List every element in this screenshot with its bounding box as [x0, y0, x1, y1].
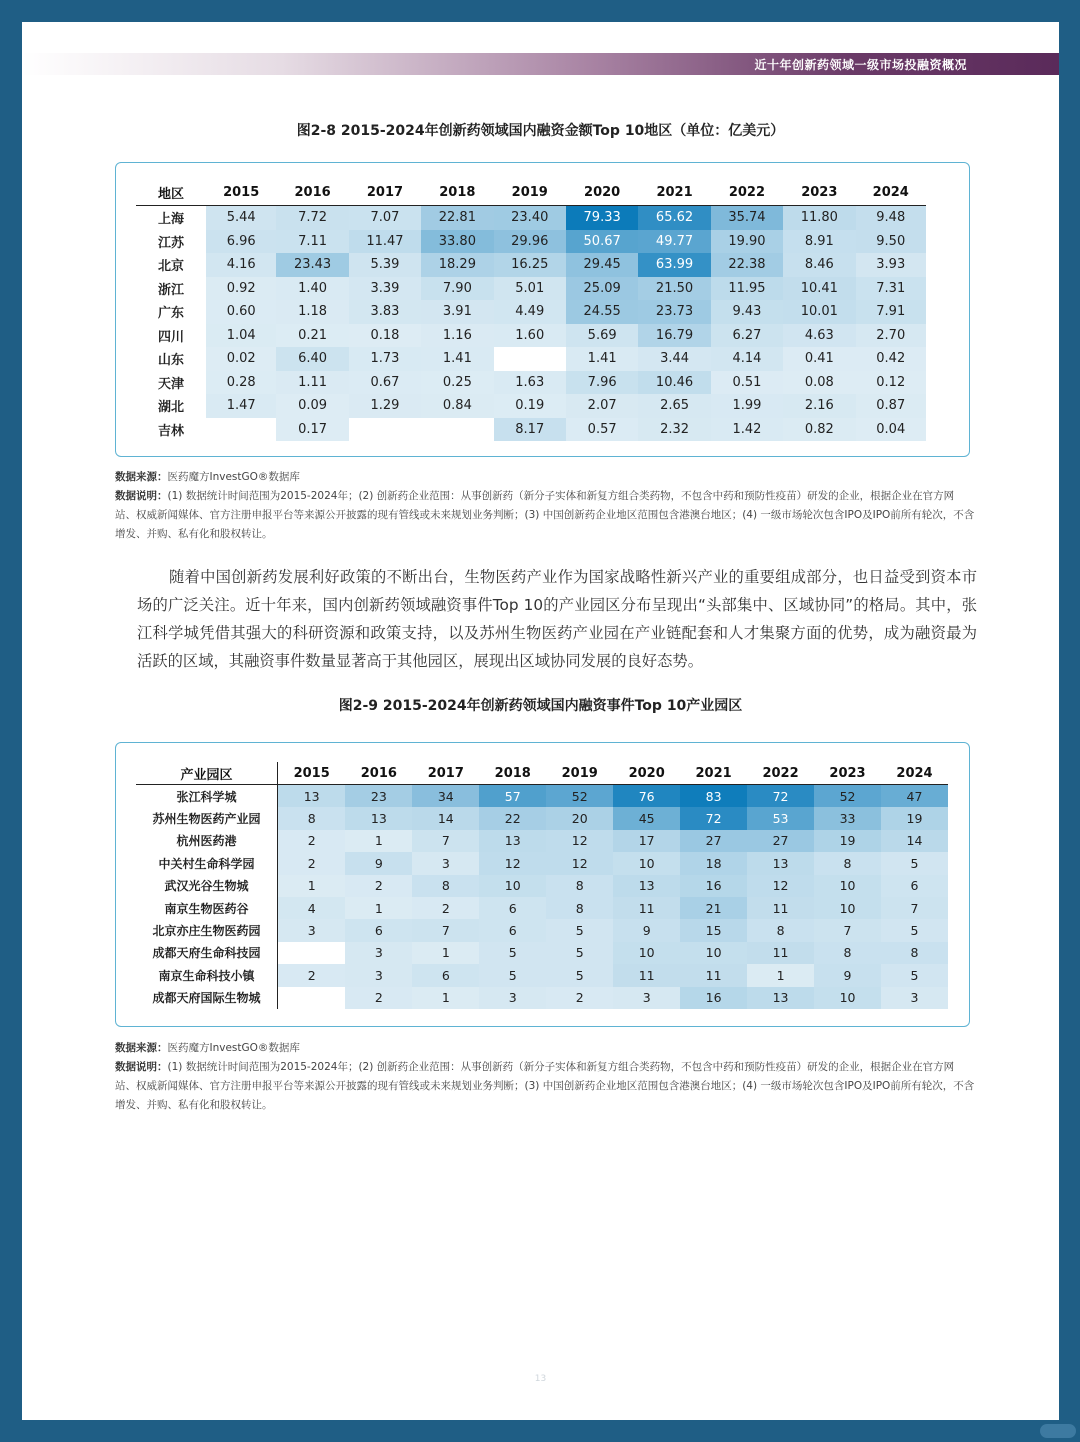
heat-cell — [349, 418, 421, 442]
heat-cell: 22.38 — [711, 253, 783, 277]
heat-cell: 1 — [345, 897, 412, 919]
heat-cell: 2 — [345, 987, 412, 1009]
heat-cell: 2 — [546, 987, 613, 1009]
figure1-notes — [115, 468, 975, 544]
park-events-heatmap — [136, 762, 948, 1009]
heat-cell: 0.25 — [421, 371, 493, 395]
row-label: 山东 — [157, 353, 184, 369]
heat-cell: 3.44 — [638, 347, 710, 371]
heat-cell: 11 — [613, 964, 680, 986]
year-header: 2018 — [421, 179, 493, 206]
year-header: 2015 — [278, 762, 346, 785]
heat-cell: 10 — [814, 875, 881, 897]
heat-cell: 57 — [479, 785, 546, 808]
row-label: 武汉光谷生物城 — [136, 875, 278, 897]
heat-cell: 2.16 — [783, 394, 855, 418]
section-banner — [22, 53, 1059, 75]
row-label: 苏州生物医药产业园 — [136, 807, 278, 829]
heat-cell: 6 — [412, 964, 479, 986]
heat-cell: 9.50 — [856, 230, 926, 254]
heat-cell: 8 — [546, 875, 613, 897]
heat-cell: 0.51 — [711, 371, 783, 395]
heat-cell: 1 — [345, 830, 412, 852]
row-label: 南京生物医药谷 — [136, 897, 278, 919]
heat-cell: 35.74 — [711, 206, 783, 230]
heat-cell: 13 — [747, 987, 814, 1009]
table-row — [136, 371, 926, 395]
row-label: 北京亦庄生物医药园 — [136, 919, 278, 941]
row-label: 南京生命科技小镇 — [136, 964, 278, 986]
heat-cell: 1 — [747, 964, 814, 986]
heat-cell: 5 — [881, 919, 948, 941]
heat-cell — [421, 418, 493, 442]
row-label: 成都天府国际生物城 — [136, 987, 278, 1009]
heat-cell: 1.11 — [276, 371, 348, 395]
row-label: 北京 — [157, 259, 184, 275]
heat-cell: 6.40 — [276, 347, 348, 371]
heat-cell — [278, 942, 346, 964]
heat-cell: 5 — [479, 964, 546, 986]
heat-cell: 7.11 — [276, 230, 348, 254]
heat-cell: 14 — [881, 830, 948, 852]
heat-cell — [278, 987, 346, 1009]
row-label: 成都天府生命科技园 — [136, 942, 278, 964]
heat-cell: 5 — [546, 942, 613, 964]
heat-cell: 4.16 — [206, 253, 276, 277]
heat-cell: 3.39 — [349, 277, 421, 301]
heat-cell: 4 — [278, 897, 346, 919]
heat-cell: 8.17 — [494, 418, 566, 442]
heat-cell: 5.01 — [494, 277, 566, 301]
heat-cell: 45 — [613, 807, 680, 829]
year-header: 2022 — [711, 179, 783, 206]
heat-cell: 21.50 — [638, 277, 710, 301]
heat-cell: 1.04 — [206, 324, 276, 348]
table-row — [136, 830, 948, 852]
corner-badge — [1040, 1424, 1076, 1438]
heat-cell: 1.16 — [421, 324, 493, 348]
heat-cell: 23.40 — [494, 206, 566, 230]
heat-cell: 2.32 — [638, 418, 710, 442]
heat-cell: 23 — [345, 785, 412, 808]
heat-cell: 1 — [412, 942, 479, 964]
heat-cell: 20 — [546, 807, 613, 829]
heat-cell: 13 — [479, 830, 546, 852]
heat-cell: 23.43 — [276, 253, 348, 277]
heat-cell: 0.92 — [206, 277, 276, 301]
row-label: 广东 — [157, 306, 184, 322]
heat-cell: 19.90 — [711, 230, 783, 254]
table-row — [136, 852, 948, 874]
heat-cell: 1.41 — [421, 347, 493, 371]
heat-cell: 10 — [479, 875, 546, 897]
heat-cell: 8.91 — [783, 230, 855, 254]
heat-cell: 33.80 — [421, 230, 493, 254]
table-row — [136, 785, 948, 808]
heat-cell: 2.07 — [566, 394, 638, 418]
page-number: 13 — [534, 1374, 547, 1384]
heat-cell: 0.60 — [206, 300, 276, 324]
heat-cell: 9 — [814, 964, 881, 986]
heat-cell: 34 — [412, 785, 479, 808]
heat-cell: 0.19 — [494, 394, 566, 418]
heat-cell: 0.09 — [276, 394, 348, 418]
heat-cell: 33 — [814, 807, 881, 829]
table-row — [136, 875, 948, 897]
table-row — [136, 347, 926, 371]
heat-cell: 0.04 — [856, 418, 926, 442]
heat-cell: 72 — [680, 807, 747, 829]
heat-cell: 13 — [278, 785, 346, 808]
heat-cell: 24.55 — [566, 300, 638, 324]
source-label: 数据来源： — [115, 1042, 168, 1054]
heat-cell: 65.62 — [638, 206, 710, 230]
heat-cell: 9 — [345, 852, 412, 874]
heat-cell: 12 — [546, 852, 613, 874]
figure2-notes — [115, 1039, 975, 1115]
heat-cell: 8.46 — [783, 253, 855, 277]
corner-label: 地区 — [136, 179, 206, 206]
heat-cell: 5.69 — [566, 324, 638, 348]
heat-cell: 6 — [345, 919, 412, 941]
heat-cell: 4.49 — [494, 300, 566, 324]
year-header: 2020 — [566, 179, 638, 206]
table-row — [136, 807, 948, 829]
heat-cell — [206, 418, 276, 442]
heat-cell: 7.90 — [421, 277, 493, 301]
heat-cell: 16.25 — [494, 253, 566, 277]
table-header-row — [136, 179, 926, 206]
year-header: 2019 — [494, 179, 566, 206]
heat-cell: 63.99 — [638, 253, 710, 277]
heat-cell: 11.47 — [349, 230, 421, 254]
row-label: 杭州医药港 — [136, 830, 278, 852]
heat-cell: 53 — [747, 807, 814, 829]
heat-cell: 8 — [747, 919, 814, 941]
table-row — [136, 230, 926, 254]
heat-cell: 13 — [747, 852, 814, 874]
heat-cell: 16.79 — [638, 324, 710, 348]
heat-cell: 0.87 — [856, 394, 926, 418]
heat-cell: 0.84 — [421, 394, 493, 418]
heat-cell: 2.65 — [638, 394, 710, 418]
year-header: 2019 — [546, 762, 613, 785]
row-label: 四川 — [157, 329, 184, 345]
source-text: 医药魔方InvestGO®数据库 — [167, 471, 300, 483]
heat-cell: 7.91 — [856, 300, 926, 324]
table-row — [136, 394, 926, 418]
heat-cell: 5.44 — [206, 206, 276, 230]
heat-cell: 8 — [814, 942, 881, 964]
heat-cell: 52 — [546, 785, 613, 808]
desc-text: (1) 数据统计时间范围为2015-2024年；(2) 创新药企业范围：从事创新药（新分子实体和新复方组合类药物，不包含中药和预防性疫苗）研发的企业，根据企业在官方网站、权威新闻媒体、官方注册申报平台等来源公开披露的现有管线或未来规划业务判断；(3) 中国创新药企业地区范围包含港澳台地区；(4) 一级市场轮次包含IPO及IPO前所有轮次，不含增发、并购、私有化和股权转让。 — [115, 1061, 975, 1111]
table-row — [136, 987, 948, 1009]
heat-cell: 4.63 — [783, 324, 855, 348]
heat-cell: 0.67 — [349, 371, 421, 395]
source-label: 数据来源： — [115, 471, 168, 483]
heat-cell: 8 — [278, 807, 346, 829]
heat-cell: 1.18 — [276, 300, 348, 324]
heat-cell: 1.60 — [494, 324, 566, 348]
heat-cell: 2.70 — [856, 324, 926, 348]
year-header: 2021 — [638, 179, 710, 206]
desc-label: 数据说明： — [115, 490, 168, 502]
heat-cell: 4.14 — [711, 347, 783, 371]
heat-cell: 3 — [345, 942, 412, 964]
heat-cell: 8 — [881, 942, 948, 964]
year-header: 2023 — [783, 179, 855, 206]
table-row — [136, 277, 926, 301]
heat-cell: 1 — [412, 987, 479, 1009]
heat-cell: 9.48 — [856, 206, 926, 230]
heat-cell: 0.08 — [783, 371, 855, 395]
report-page — [22, 22, 1059, 1420]
heat-cell: 6 — [479, 897, 546, 919]
year-header: 2015 — [206, 179, 276, 206]
table-row — [136, 418, 926, 442]
row-label: 吉林 — [157, 423, 184, 439]
heat-cell: 5 — [881, 964, 948, 986]
heat-cell: 3.91 — [421, 300, 493, 324]
heat-cell: 5 — [546, 919, 613, 941]
heat-cell: 3 — [479, 987, 546, 1009]
heat-cell: 1.40 — [276, 277, 348, 301]
heat-cell: 2 — [278, 830, 346, 852]
heat-cell: 15 — [680, 919, 747, 941]
heat-cell: 7 — [881, 897, 948, 919]
table-row — [136, 206, 926, 230]
table-header-row — [136, 762, 948, 785]
heat-cell: 21 — [680, 897, 747, 919]
year-header: 2018 — [479, 762, 546, 785]
heat-cell: 5 — [881, 852, 948, 874]
figure2-title: 图2-9 2015-2024年创新药领域国内融资事件Top 10产业园区 — [338, 698, 743, 714]
heat-cell: 0.57 — [566, 418, 638, 442]
heat-cell: 7.31 — [856, 277, 926, 301]
heat-cell: 23.73 — [638, 300, 710, 324]
heat-cell: 79.33 — [566, 206, 638, 230]
heat-cell: 29.96 — [494, 230, 566, 254]
heat-cell: 11 — [747, 942, 814, 964]
row-label: 浙江 — [157, 282, 184, 298]
heat-cell: 0.18 — [349, 324, 421, 348]
heat-cell: 14 — [412, 807, 479, 829]
heat-cell: 18.29 — [421, 253, 493, 277]
heat-cell: 1.63 — [494, 371, 566, 395]
heat-cell: 10.01 — [783, 300, 855, 324]
heat-cell: 17 — [613, 830, 680, 852]
corner-label: 产业园区 — [136, 762, 278, 785]
heat-cell: 10 — [814, 897, 881, 919]
heat-cell: 13 — [613, 875, 680, 897]
heat-cell: 0.12 — [856, 371, 926, 395]
heat-cell: 2 — [345, 875, 412, 897]
heat-cell: 72 — [747, 785, 814, 808]
table-row — [136, 919, 948, 941]
table-row — [136, 253, 926, 277]
heat-cell: 47 — [881, 785, 948, 808]
heat-cell: 0.41 — [783, 347, 855, 371]
table-row — [136, 324, 926, 348]
year-header: 2016 — [276, 179, 348, 206]
heat-cell: 2 — [278, 964, 346, 986]
heat-cell: 7 — [412, 919, 479, 941]
heat-cell: 10.46 — [638, 371, 710, 395]
heat-cell: 5 — [546, 964, 613, 986]
heat-cell: 13 — [345, 807, 412, 829]
table-row — [136, 300, 926, 324]
figure1-table-box — [115, 162, 970, 457]
row-label: 湖北 — [157, 400, 184, 416]
table-row — [136, 942, 948, 964]
heat-cell: 7 — [814, 919, 881, 941]
heat-cell: 10 — [613, 852, 680, 874]
heat-cell: 1.47 — [206, 394, 276, 418]
heat-cell: 1.29 — [349, 394, 421, 418]
heat-cell: 7.07 — [349, 206, 421, 230]
desc-text: (1) 数据统计时间范围为2015-2024年；(2) 创新药企业范围：从事创新药（新分子实体和新复方组合类药物，不包含中药和预防性疫苗）研发的企业，根据企业在官方网站、权威新闻媒体、官方注册申报平台等来源公开披露的现有管线或未来规划业务判断；(3) 中国创新药企业地区范围包含港澳台地区；(4) 一级市场轮次包含IPO及IPO前所有轮次，不含增发、并购、私有化和股权转让。 — [115, 490, 975, 540]
heat-cell: 3 — [412, 852, 479, 874]
heat-cell: 16 — [680, 875, 747, 897]
heat-cell: 2 — [412, 897, 479, 919]
section-title: 近十年创新药领域一级市场投融资概况 — [754, 58, 967, 72]
heat-cell: 1.99 — [711, 394, 783, 418]
heat-cell: 3 — [345, 964, 412, 986]
heat-cell: 1.41 — [566, 347, 638, 371]
heat-cell: 83 — [680, 785, 747, 808]
region-funding-heatmap — [136, 179, 926, 441]
year-header: 2024 — [856, 179, 926, 206]
heat-cell — [494, 347, 566, 371]
year-header: 2023 — [814, 762, 881, 785]
heat-cell: 11 — [680, 964, 747, 986]
heat-cell: 22.81 — [421, 206, 493, 230]
heat-cell: 10.41 — [783, 277, 855, 301]
figure2-table-box — [115, 742, 970, 1027]
desc-label: 数据说明： — [115, 1061, 168, 1073]
heat-cell: 76 — [613, 785, 680, 808]
year-header: 2021 — [680, 762, 747, 785]
source-text: 医药魔方InvestGO®数据库 — [167, 1042, 300, 1054]
figure1-title: 图2-8 2015-2024年创新药领域国内融资金额Top 10地区（单位：亿美元） — [296, 123, 785, 139]
heat-cell: 0.82 — [783, 418, 855, 442]
heat-cell: 49.77 — [638, 230, 710, 254]
heat-cell: 3.83 — [349, 300, 421, 324]
row-label: 上海 — [157, 212, 184, 228]
heat-cell: 8 — [546, 897, 613, 919]
heat-cell: 8 — [814, 852, 881, 874]
year-header: 2017 — [349, 179, 421, 206]
heat-cell: 27 — [680, 830, 747, 852]
heat-cell: 11 — [613, 897, 680, 919]
row-label: 中关村生命科学园 — [136, 852, 278, 874]
heat-cell: 9.43 — [711, 300, 783, 324]
table-row — [136, 964, 948, 986]
heat-cell: 6.27 — [711, 324, 783, 348]
heat-cell: 52 — [814, 785, 881, 808]
heat-cell: 19 — [881, 807, 948, 829]
heat-cell: 27 — [747, 830, 814, 852]
heat-cell: 29.45 — [566, 253, 638, 277]
row-label: 天津 — [157, 376, 184, 392]
heat-cell: 0.42 — [856, 347, 926, 371]
heat-cell: 0.02 — [206, 347, 276, 371]
heat-cell: 0.28 — [206, 371, 276, 395]
year-header: 2024 — [881, 762, 948, 785]
heat-cell: 7.72 — [276, 206, 348, 230]
heat-cell: 6 — [479, 919, 546, 941]
heat-cell: 5.39 — [349, 253, 421, 277]
heat-cell: 6.96 — [206, 230, 276, 254]
heat-cell: 1.42 — [711, 418, 783, 442]
year-header: 2022 — [747, 762, 814, 785]
heat-cell: 3 — [881, 987, 948, 1009]
heat-cell: 16 — [680, 987, 747, 1009]
heat-cell: 3.93 — [856, 253, 926, 277]
heat-cell: 19 — [814, 830, 881, 852]
heat-cell: 12 — [546, 830, 613, 852]
heat-cell: 25.09 — [566, 277, 638, 301]
heat-cell: 50.67 — [566, 230, 638, 254]
heat-cell: 11 — [747, 897, 814, 919]
heat-cell: 7 — [412, 830, 479, 852]
heat-cell: 0.21 — [276, 324, 348, 348]
heat-cell: 3 — [278, 919, 346, 941]
heat-cell: 3 — [613, 987, 680, 1009]
body-paragraph: 随着中国创新药发展利好政策的不断出台，生物医药产业作为国家战略性新兴产业的重要组成部分，也日益受到资本市场的广泛关注。近十年来，国内创新药领域融资事件Top 10的产业园区分布呈现出“头部集中、区域协同”的格局。其中，张江科学城凭借其强大的科研资源和政策支持，以及苏州生物医药产业园在产业链配套和人才集聚方面的优势，成为融资最为活跃的区域，其融资事件数量显著高于其他园区，展现出区域协同发展的良好态势。 — [137, 568, 977, 670]
heat-cell: 0.17 — [276, 418, 348, 442]
heat-cell: 10 — [814, 987, 881, 1009]
heat-cell: 6 — [881, 875, 948, 897]
heat-cell: 12 — [479, 852, 546, 874]
year-header: 2016 — [345, 762, 412, 785]
heat-cell: 2 — [278, 852, 346, 874]
row-label: 张江科学城 — [136, 785, 278, 808]
heat-cell: 22 — [479, 807, 546, 829]
heat-cell: 10 — [680, 942, 747, 964]
heat-cell: 10 — [613, 942, 680, 964]
year-header: 2017 — [412, 762, 479, 785]
row-label: 江苏 — [157, 235, 184, 251]
heat-cell: 9 — [613, 919, 680, 941]
heat-cell: 1.73 — [349, 347, 421, 371]
heat-cell: 18 — [680, 852, 747, 874]
heat-cell: 7.96 — [566, 371, 638, 395]
year-header: 2020 — [613, 762, 680, 785]
heat-cell: 11.95 — [711, 277, 783, 301]
heat-cell: 1 — [278, 875, 346, 897]
heat-cell: 8 — [412, 875, 479, 897]
heat-cell: 11.80 — [783, 206, 855, 230]
table-row — [136, 897, 948, 919]
heat-cell: 5 — [479, 942, 546, 964]
heat-cell: 12 — [747, 875, 814, 897]
